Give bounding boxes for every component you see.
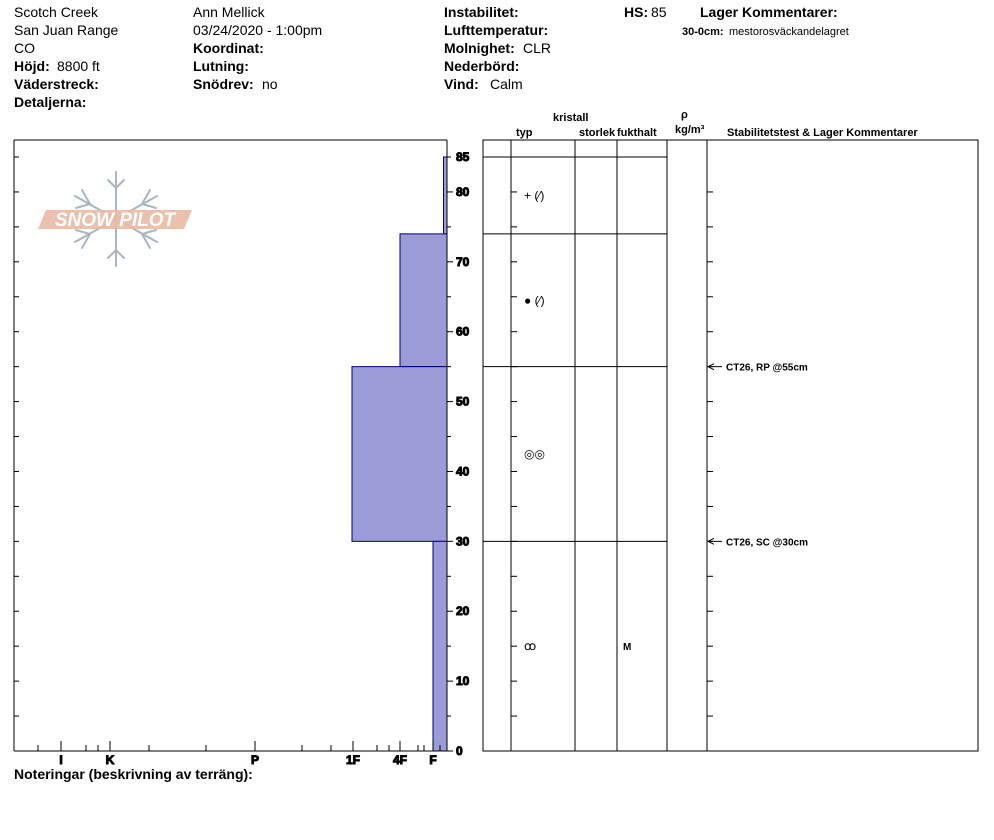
y-tick-label-10: 10	[456, 674, 470, 689]
moisture-value-3: M	[623, 642, 632, 654]
col-density-unit: kg/m³	[675, 124, 705, 136]
y-tick-label-85: 85	[456, 150, 470, 164]
y-tick-label-40: 40	[456, 464, 470, 479]
sky-value: CLR	[523, 40, 552, 56]
x-tick-label-3: 1F	[345, 753, 361, 767]
hardness-bar-2	[352, 367, 447, 542]
wind-label: Vind:	[444, 76, 479, 92]
sky-label: Molnighet:	[444, 40, 515, 56]
col-rho-header: ρ	[681, 109, 688, 121]
layer-comment-text: mestorosväckandelagret	[729, 26, 849, 38]
logo-text: SNOW PILOT	[54, 210, 176, 231]
grain-symbol-3: ꝏ	[524, 639, 537, 654]
x-tick-label-4: 4F	[392, 753, 408, 767]
hs-value: 85	[651, 4, 667, 20]
hs-label: HS:	[624, 4, 649, 20]
grain-symbol-2: ◎◎	[524, 447, 545, 461]
col-moisture-header: fukthalt	[617, 127, 657, 139]
col-type-header: typ	[516, 127, 533, 139]
grain-symbol-1: ● (⁄)	[524, 293, 545, 308]
col-stability-header: Stabilitetstest & Lager Kommentarer	[727, 127, 918, 139]
x-tick-label-5: F	[429, 753, 437, 767]
hardness-bar-0	[444, 157, 448, 234]
elevation-label: Höjd:	[14, 58, 50, 74]
y-tick-label-70: 70	[456, 254, 470, 269]
precip-label: Nederbörd:	[444, 58, 520, 74]
layer-comment-range: 30-0cm:	[682, 26, 724, 38]
y-tick-label-0: 0	[456, 744, 463, 758]
x-tick-label-2: P	[250, 753, 260, 767]
snowpilot-logo	[38, 172, 192, 266]
layer-grid-frame	[483, 140, 978, 751]
y-tick-label-20: 20	[456, 604, 470, 619]
observation-datetime: 03/24/2020 - 1:00pm	[193, 22, 323, 38]
x-tick-label-0: I	[59, 753, 63, 767]
range-name: San Juan Range	[14, 22, 119, 38]
notes-label: Noteringar (beskrivning av terräng):	[14, 766, 253, 782]
wind-value: Calm	[490, 76, 523, 92]
y-tick-label-50: 50	[456, 394, 470, 409]
test-label-0: CT26, RP @55cm	[726, 362, 808, 374]
wind-loading-label: Snödrev:	[193, 76, 254, 92]
y-tick-label-30: 30	[456, 534, 470, 549]
hardness-bar-1	[400, 234, 447, 367]
aspect-label: Väderstreck:	[14, 76, 99, 92]
instability-label: Instabilitet:	[444, 4, 519, 20]
col-crystal-header: kristall	[553, 112, 589, 124]
elevation-value: 8800 ft	[57, 58, 100, 74]
slope-label: Lutning:	[193, 58, 249, 74]
wind-loading-value: no	[262, 76, 278, 92]
location-name: Scotch Creek	[14, 4, 99, 20]
details-label: Detaljerna:	[14, 94, 87, 110]
grain-symbol-0: + (⁄)	[524, 188, 545, 203]
hardness-bar-3	[433, 541, 447, 751]
coord-label: Koordinat:	[193, 40, 264, 56]
x-tick-label-1: K	[105, 753, 115, 767]
observer-name: Ann Mellick	[193, 4, 265, 20]
y-tick-label-80: 80	[456, 184, 470, 199]
col-size-header: storlek	[579, 127, 616, 139]
state-name: CO	[14, 40, 35, 56]
y-tick-label-60: 60	[456, 324, 470, 339]
air-temp-label: Lufttemperatur:	[444, 22, 549, 38]
layer-comments-title: Lager Kommentarer:	[700, 4, 838, 20]
test-label-1: CT26, SC @30cm	[726, 537, 809, 549]
